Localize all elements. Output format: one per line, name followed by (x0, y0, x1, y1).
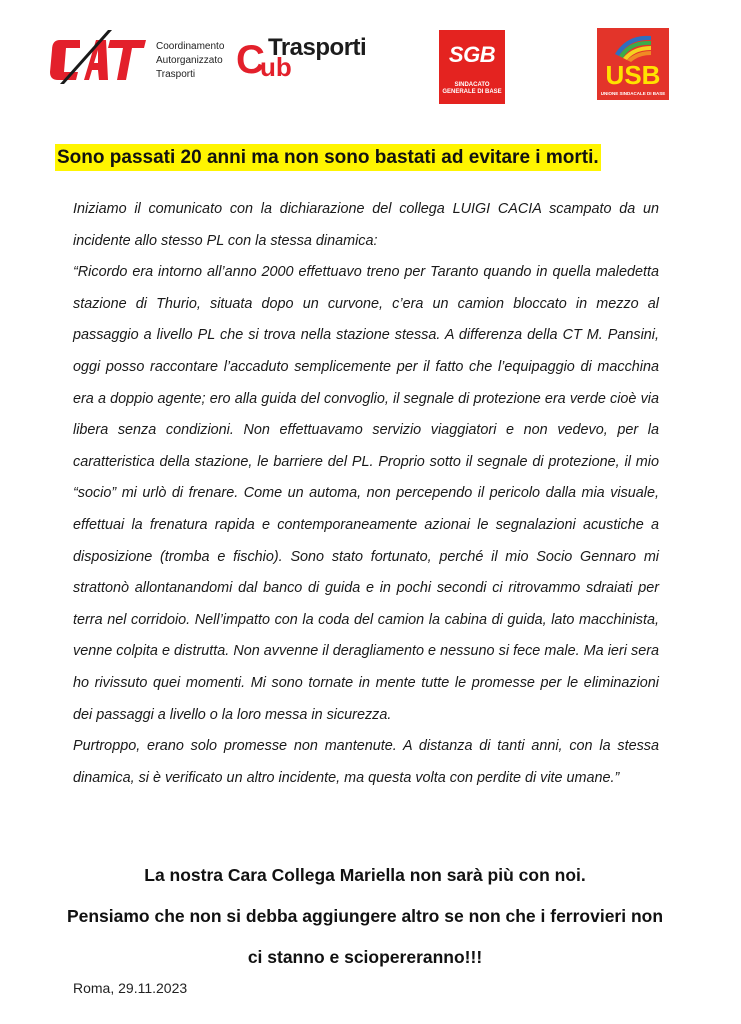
sgb-logo (439, 30, 505, 104)
sgb-logo-line: SINDACATO (454, 82, 490, 88)
cat-logo (50, 26, 225, 90)
usb-logo (597, 28, 669, 100)
rainbow-flag-icon (613, 32, 653, 62)
closing-statement (60, 855, 670, 978)
body-paragraph: Iniziamo il comunicato con la dichiarazione del collega LUIGI CACIA scampato da un incidente allo stesso PL con la stessa dinamica: (73, 201, 659, 249)
cat-logo-text (156, 40, 224, 82)
cat-logo-line: Trasporti (156, 69, 196, 80)
usb-logo-mark: USB (605, 60, 661, 90)
sgb-logo-text (439, 82, 505, 96)
closing-line: Pensiamo che non si debba aggiungere altro se non che i ferrovieri non ci stanno e sciopereranno!!! (66, 906, 664, 967)
date-line: Roma, 29.11.2023 (73, 980, 188, 996)
headline: Sono passati 20 anni ma non sono bastati ad evitare i morti. (55, 144, 601, 171)
letterhead (0, 0, 741, 120)
cub-logo-trasporti: Trasporti (268, 34, 367, 61)
statement-body (73, 194, 659, 794)
cub-trasporti-logo (236, 34, 388, 82)
sgb-logo-line: GENERALE DI BASE (442, 89, 502, 95)
cub-logo-c: C (236, 38, 265, 82)
cat-logo-line: Autorganizzato (156, 55, 223, 66)
cub-logo-ub: ub (260, 52, 292, 82)
body-paragraph: Purtroppo, erano solo promesse non mantenute. A distanza di tanti anni, con la stessa dinamica, si è verificato un altro incidente, ma questa volta con perdite di vite umane.” (73, 738, 659, 786)
sgb-logo-mark: SGB (448, 42, 496, 67)
cat-logo-mark (50, 26, 150, 90)
body-paragraph: “Ricordo era intorno all’anno 2000 effettuavo treno per Taranto quando in quella maledetta stazione di Thurio, situata dopo un curvone, c’era un camion bloccato in mezzo al passaggio a livello PL che si trova nella stazione stessa. A differenza della CT M. Pansini, oggi posso raccontare l’accaduto semplicemente per il fatto che l’equipaggio di macchina era a doppio agente; ero alla guida del convoglio, il segnale di protezione era verde cioè via libera senza condizioni. Non effettuavamo servizio viaggiatori e non vedevo, per la caratteristica della stazione, le barriere del PL. Proprio sotto il segnale di protezione, il mio “socio” mi urlò di frenare. Come un automa, non percependo il pericolo dalla mia visuale, effettuai la frenatura rapida e contemporaneamente azionai le segnalazioni acustiche a disposizione (tromba e fischio). Sono stato fortunato, perché il mio Socio Gennaro mi strattonò allontanandomi dal banco di guida e in pochi secondi ci ritrovammo sdraiati per terra nel corridoio. Nell’impatto con la coda del camion la cabina di guida, lato macchinista, venne colpita e distrutta. Non avvenne il deragliamento e nessuno si fece male. Ma ieri sera ho rivissuto quei momenti. Mi sono tornate in mente tutte le promesse per le eliminazioni dei passaggi a livello o la loro messa in sicurezza. (73, 264, 659, 723)
cat-logo-line: Coordinamento (156, 41, 225, 52)
usb-logo-text: UNIONE SINDACALE DI BASE (600, 91, 666, 96)
closing-line: La nostra Cara Collega Mariella non sarà più con noi. (144, 865, 586, 885)
